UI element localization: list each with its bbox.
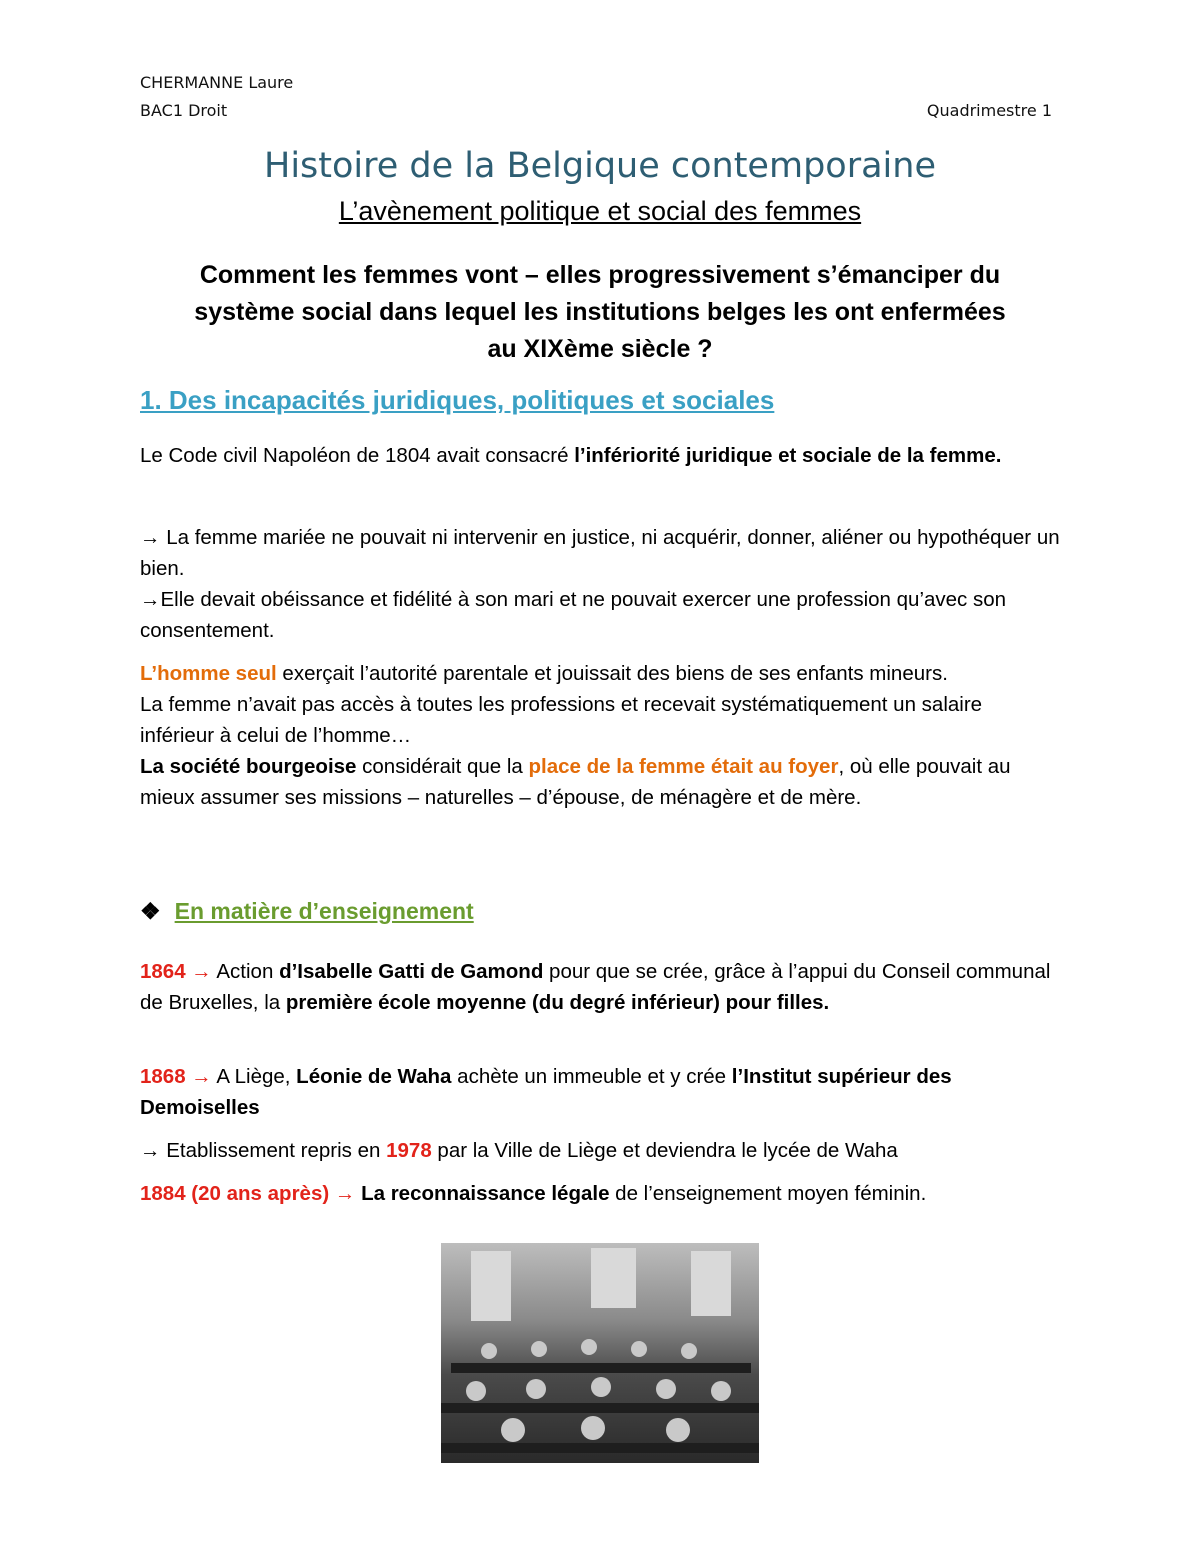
- emphasis-text: Léonie de Waha: [296, 1065, 452, 1088]
- photo-figure: [501, 1418, 525, 1442]
- photo-window: [591, 1248, 636, 1308]
- question-line: Comment les femmes vont – elles progressivement s’émanciper du: [199, 261, 1001, 289]
- header-term: Quadrimestre 1: [926, 101, 1052, 120]
- event-1864: [140, 956, 1060, 1018]
- photo-figure: [531, 1341, 547, 1357]
- paragraph-text: exerçait l’autorité parentale et jouissait des biens de ses enfants mineurs.: [276, 662, 948, 685]
- photo-figure: [466, 1381, 486, 1401]
- paragraph-text: Le Code civil Napoléon de 1804 avait consacré: [140, 444, 575, 467]
- question-line: système social dans lequel les institutions belges les ont enfermées: [194, 298, 1006, 326]
- emphasis-text: d’Isabelle Gatti de Gamond: [279, 960, 544, 983]
- question-line: au XIXème siècle ?: [487, 335, 713, 363]
- photo-figure: [681, 1343, 697, 1359]
- photo-figure: [711, 1381, 731, 1401]
- arrow-point: →Elle devait obéissance et fidélité à son mari et ne pouvait exercer une profession qu’avec son consentement.: [140, 588, 1007, 642]
- paragraph-code-civil: [140, 440, 1060, 471]
- arrow-point: → La femme mariée ne pouvait ni intervenir en justice, ni acquérir, donner, aliéner ou hypothéquer un bien.: [140, 526, 1060, 580]
- paragraph-text: considérait que la: [356, 755, 529, 778]
- photo-figure: [656, 1379, 676, 1399]
- event-1884: [140, 1178, 1060, 1209]
- paragraph-arrows: [140, 522, 1060, 646]
- classroom-photo: [441, 1243, 759, 1463]
- photo-desk-row: [451, 1363, 751, 1373]
- section-heading: 1. Des incapacités juridiques, politiques et sociales: [140, 385, 775, 415]
- event-year: 1868 →: [140, 1065, 212, 1088]
- event-1868: [140, 1061, 1060, 1123]
- photo-desk-row: [441, 1403, 759, 1413]
- paragraph-line: [140, 751, 1060, 813]
- event-year: 1978: [386, 1139, 432, 1162]
- event-year: 1864 →: [140, 960, 212, 983]
- photo-figure: [666, 1418, 690, 1442]
- paragraph-homme: [140, 658, 1060, 813]
- paragraph-text: → Etablissement repris en: [140, 1139, 387, 1162]
- emphasis-text: l’infériorité juridique et sociale de la femme.: [574, 444, 1002, 467]
- paragraph-text: Action: [211, 960, 280, 983]
- photo-figure: [631, 1341, 647, 1357]
- photo-window: [471, 1251, 511, 1321]
- emphasis-text: La société bourgeoise: [140, 755, 357, 778]
- paragraph-text: achète un immeuble et y crée: [451, 1065, 732, 1088]
- header-course: BAC1 Droit: [140, 101, 228, 120]
- paragraph-text: , où elle pouvait au mieux assumer ses missions – naturelles – d’épouse, de ménagère et de mère.: [140, 755, 1011, 809]
- header-author: CHERMANNE Laure: [140, 73, 294, 92]
- emphasis-text: La reconnaissance légale: [355, 1182, 610, 1205]
- photo-figure: [581, 1339, 597, 1355]
- event-1978: [140, 1135, 1060, 1166]
- photo-window: [691, 1251, 731, 1316]
- emphasis-text: première école moyenne (du degré inférieur) pour filles.: [285, 991, 830, 1014]
- photo-figure: [591, 1377, 611, 1397]
- diamond-bullet-icon: ❖: [140, 898, 161, 924]
- subsection-label: En matière d’enseignement: [174, 898, 474, 924]
- document-subtitle: L’avènement politique et social des femmes: [338, 196, 862, 226]
- paragraph-line: [140, 658, 1060, 689]
- subsection-heading: [140, 898, 474, 925]
- photo-figure: [526, 1379, 546, 1399]
- photo-figure: [581, 1416, 605, 1440]
- emphasis-text: l’Institut supérieur des Demoiselles: [140, 1065, 952, 1119]
- paragraph-text: pour que se crée, grâce à l’appui du Conseil communal de Bruxelles, la: [140, 960, 1051, 1014]
- highlight-text: place de la femme était au foyer: [528, 755, 839, 778]
- paragraph-text: de l’enseignement moyen féminin.: [609, 1182, 927, 1205]
- event-year: 1884 (20 ans après) →: [140, 1182, 356, 1205]
- photo-desk-row: [441, 1443, 759, 1453]
- paragraph-text: par la Ville de Liège et deviendra le lycée de Waha: [431, 1139, 898, 1162]
- highlight-text: L’homme seul: [140, 662, 277, 685]
- photo-figure: [481, 1343, 497, 1359]
- research-question: [100, 257, 1100, 368]
- paragraph-line: La femme n’avait pas accès à toutes les professions et recevait systématiquement un salaire inférieur à celui de l’homme…: [140, 693, 983, 747]
- paragraph-text: A Liège,: [211, 1065, 297, 1088]
- document-title: Histoire de la Belgique contemporaine: [264, 146, 936, 186]
